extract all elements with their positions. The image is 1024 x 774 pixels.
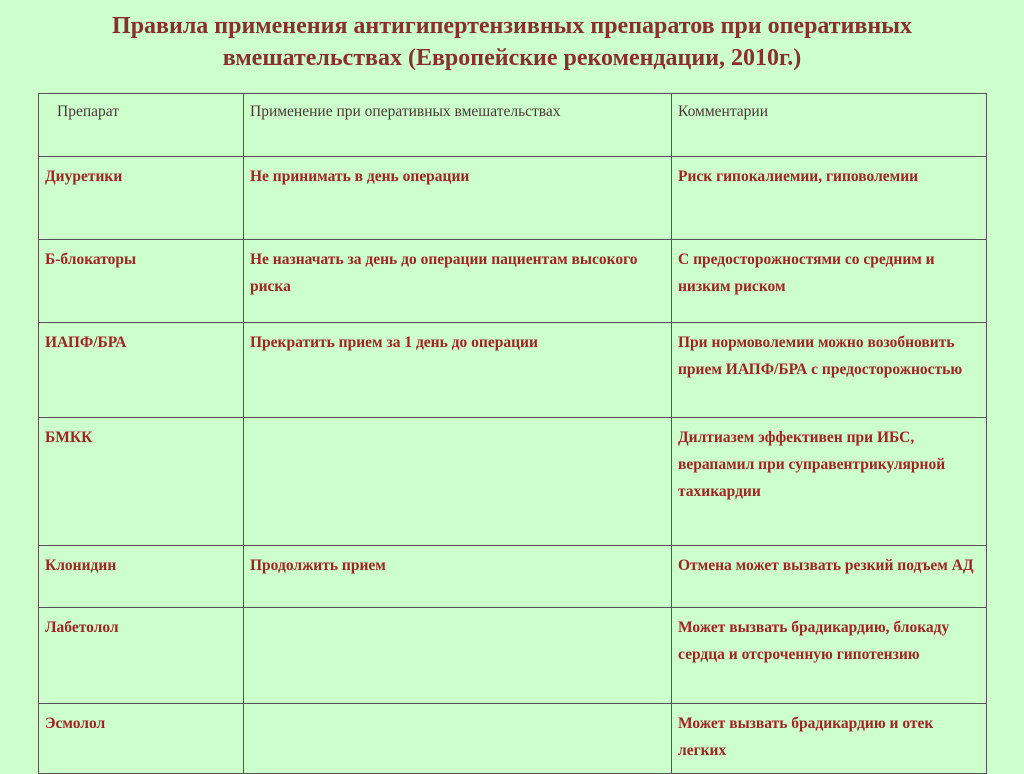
cell-usage: [244, 704, 672, 774]
table-row: [39, 240, 987, 323]
cell-drug: Лабетолол: [39, 608, 244, 704]
cell-comment: Дилтиазем эффективен при ИБС, верапамил при суправентрикулярной тахикардии: [672, 418, 987, 546]
cell-usage: Прекратить прием за 1 день до операции: [244, 323, 672, 418]
cell-drug: Клонидин: [39, 546, 244, 608]
header-comment: Комментарии: [672, 94, 987, 157]
cell-comment: С предосторожностями со средним и низким риском: [672, 240, 987, 323]
table-row: [39, 157, 987, 240]
cell-usage: Продолжить прием: [244, 546, 672, 608]
cell-drug: ИАПФ/БРА: [39, 323, 244, 418]
cell-usage: Не назначать за день до операции пациентам высокого риска: [244, 240, 672, 323]
cell-comment: При нормоволемии можно возобновить прием ИАПФ/БРА с предосторожностью: [672, 323, 987, 418]
cell-comment: Может вызвать брадикардию и отек легких: [672, 704, 987, 774]
cell-drug: Б-блокаторы: [39, 240, 244, 323]
cell-usage: [244, 608, 672, 704]
table-header-row: [39, 94, 987, 157]
title-line-2: вмешательствах (Европейские рекомендации, 2010г.): [222, 45, 802, 71]
header-usage: Применение при оперативных вмешательствах: [244, 94, 672, 157]
table-row: [39, 546, 987, 608]
cell-drug: Диуретики: [39, 157, 244, 240]
cell-usage: Не принимать в день операции: [244, 157, 672, 240]
table-row: [39, 323, 987, 418]
header-drug: Препарат: [39, 94, 244, 157]
title-line-1: Правила применения антигипертензивных препаратов при оперативных: [112, 13, 912, 39]
cell-drug: Эсмолол: [39, 704, 244, 774]
cell-drug: БМКК: [39, 418, 244, 546]
page-title: [20, 10, 1004, 74]
cell-usage: [244, 418, 672, 546]
cell-comment: Риск гипокалиемии, гиповолемии: [672, 157, 987, 240]
cell-comment: Отмена может вызвать резкий подъем АД: [672, 546, 987, 608]
cell-comment: Может вызвать брадикардию, блокаду сердца и отсроченную гипотензию: [672, 608, 987, 704]
table-row: [39, 608, 987, 704]
rules-table: [38, 93, 987, 774]
table-row: [39, 704, 987, 774]
table-row: [39, 418, 987, 546]
